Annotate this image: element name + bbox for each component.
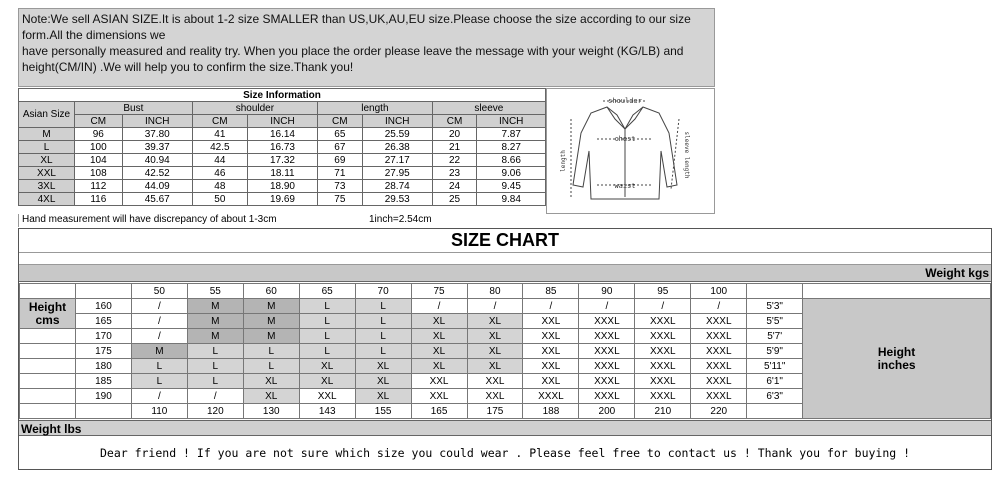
lbs-value: 120 <box>187 404 243 419</box>
size-cell: XL <box>355 374 411 389</box>
unit-header: INCH <box>477 115 546 128</box>
size-value: 16.73 <box>247 141 317 154</box>
lbs-value: 220 <box>691 404 747 419</box>
size-value: 9.84 <box>477 193 546 206</box>
sleeve-header: sleeve <box>432 102 545 115</box>
blank-cell <box>20 284 76 299</box>
size-row <box>19 141 546 154</box>
size-cell: XL <box>411 314 467 329</box>
size-cell: XXXL <box>579 329 635 344</box>
height-cm: 175 <box>75 344 131 359</box>
blank-cell <box>803 284 991 299</box>
size-cell: XXL <box>467 389 523 404</box>
bust-header: Bust <box>75 102 193 115</box>
size-cell: XL <box>467 329 523 344</box>
blank-cell <box>747 284 803 299</box>
height-row <box>20 299 991 314</box>
height-cm: 165 <box>75 314 131 329</box>
size-value: 16.14 <box>247 128 317 141</box>
height-cms-label-1: Height <box>28 299 67 314</box>
size-row <box>19 128 546 141</box>
discrepancy-note: Hand measurement will have discrepancy of about 1-3cm <box>22 214 277 225</box>
size-row <box>19 193 546 206</box>
size-cell: XXXL <box>691 374 747 389</box>
size-cell: L <box>355 299 411 314</box>
size-value: 48 <box>192 180 247 193</box>
blank-cell <box>20 359 76 374</box>
size-cell: XXXL <box>635 314 691 329</box>
height-cm: 180 <box>75 359 131 374</box>
size-information-title: Size Information <box>19 89 546 102</box>
size-cell: / <box>523 299 579 314</box>
size-value: 8.66 <box>477 154 546 167</box>
size-cell: / <box>635 299 691 314</box>
kg-value: 55 <box>187 284 243 299</box>
footnote <box>18 214 715 227</box>
size-cell: XXL <box>467 374 523 389</box>
size-label: 3XL <box>19 180 75 193</box>
unit-header: CM <box>192 115 247 128</box>
size-information-table <box>18 88 546 206</box>
size-value: 9.06 <box>477 167 546 180</box>
kg-value: 60 <box>243 284 299 299</box>
lbs-value: 143 <box>299 404 355 419</box>
size-cell: XXXL <box>635 374 691 389</box>
size-value: 39.37 <box>122 141 192 154</box>
size-cell: / <box>131 329 187 344</box>
height-cm: 185 <box>75 374 131 389</box>
size-cell: / <box>187 389 243 404</box>
size-cell: XXXL <box>691 329 747 344</box>
blank-cell <box>20 404 76 419</box>
height-inches-label <box>803 299 991 419</box>
size-row <box>19 167 546 180</box>
size-cell: XL <box>243 389 299 404</box>
unit-header: CM <box>75 115 123 128</box>
blank-cell <box>20 344 76 359</box>
size-cell: M <box>243 314 299 329</box>
size-value: 20 <box>432 128 477 141</box>
size-cell: XXXL <box>579 389 635 404</box>
kg-value: 100 <box>691 284 747 299</box>
size-value: 69 <box>318 154 363 167</box>
asian-size-header: Asian Size <box>19 102 75 128</box>
size-cell: M <box>187 299 243 314</box>
note-line-4: height(CM/IN) .We will help you to confirm the size.Thank you! <box>22 60 354 74</box>
size-label: 4XL <box>19 193 75 206</box>
size-cell: L <box>243 359 299 374</box>
lbs-value: 188 <box>523 404 579 419</box>
size-cell: L <box>355 344 411 359</box>
size-cell: L <box>131 374 187 389</box>
shoulder-header: shoulder <box>192 102 317 115</box>
size-chart-grid <box>19 283 991 419</box>
weight-lbs-label: Weight lbs <box>19 420 991 436</box>
size-value: 41 <box>192 128 247 141</box>
shirt-diagram <box>546 88 715 214</box>
size-cell: XXL <box>411 389 467 404</box>
size-cell: / <box>131 299 187 314</box>
size-value: 23 <box>432 167 477 180</box>
unit-header: CM <box>432 115 477 128</box>
size-value: 25 <box>432 193 477 206</box>
lbs-value: 110 <box>131 404 187 419</box>
size-chart-title: SIZE CHART <box>451 230 559 250</box>
size-cell: L <box>299 314 355 329</box>
size-value: 27.17 <box>362 154 432 167</box>
kg-value: 70 <box>355 284 411 299</box>
size-value: 25.59 <box>362 128 432 141</box>
size-value: 24 <box>432 180 477 193</box>
size-value: 18.11 <box>247 167 317 180</box>
diagram-length-label: length <box>560 150 567 172</box>
size-cell: XXL <box>523 329 579 344</box>
unit-header: INCH <box>362 115 432 128</box>
size-cell: XXXL <box>691 314 747 329</box>
lbs-value: 200 <box>579 404 635 419</box>
size-cell: L <box>187 344 243 359</box>
diagram-chest-label: chest <box>614 135 636 143</box>
size-label: XXL <box>19 167 75 180</box>
lbs-value: 210 <box>635 404 691 419</box>
size-value: 19.69 <box>247 193 317 206</box>
kg-value: 65 <box>299 284 355 299</box>
size-cell: XXXL <box>579 344 635 359</box>
height-inch: 6'1" <box>747 374 803 389</box>
size-cell: XXL <box>523 359 579 374</box>
size-cell: XXL <box>299 389 355 404</box>
lbs-value: 130 <box>243 404 299 419</box>
size-value: 67 <box>318 141 363 154</box>
size-cell: XXXL <box>523 389 579 404</box>
size-value: 96 <box>75 128 123 141</box>
size-cell: L <box>355 314 411 329</box>
size-cell: XL <box>411 344 467 359</box>
length-header: length <box>318 102 433 115</box>
size-value: 7.87 <box>477 128 546 141</box>
size-cell: XXL <box>523 314 579 329</box>
height-cms-label <box>20 299 76 329</box>
size-note <box>18 8 715 87</box>
size-cell: / <box>411 299 467 314</box>
size-cell: L <box>299 344 355 359</box>
size-cell: L <box>187 359 243 374</box>
spacer-row <box>19 252 991 265</box>
size-cell: / <box>579 299 635 314</box>
size-cell: L <box>243 344 299 359</box>
size-value: 45.67 <box>122 193 192 206</box>
size-cell: XL <box>411 359 467 374</box>
blank-cell <box>20 374 76 389</box>
size-cell: XXL <box>411 374 467 389</box>
size-value: 108 <box>75 167 123 180</box>
size-cell: XXL <box>523 344 579 359</box>
note-line-1: Note:We sell ASIAN SIZE.It is about 1-2 size SMALLER than US,UK,AU,EU size.Please choose the size according to our size <box>22 12 691 26</box>
kg-value: 85 <box>523 284 579 299</box>
size-label: M <box>19 128 75 141</box>
blank-cell <box>747 404 803 419</box>
size-cell: XL <box>467 344 523 359</box>
lbs-value: 165 <box>411 404 467 419</box>
size-cell: M <box>187 314 243 329</box>
size-cell: XXXL <box>691 389 747 404</box>
blank-cell <box>20 389 76 404</box>
height-cm: 190 <box>75 389 131 404</box>
height-cm: 170 <box>75 329 131 344</box>
size-cell: XL <box>467 359 523 374</box>
size-value: 75 <box>318 193 363 206</box>
blank-cell <box>75 284 131 299</box>
size-value: 29.53 <box>362 193 432 206</box>
size-cell: / <box>467 299 523 314</box>
size-value: 116 <box>75 193 123 206</box>
unit-header: INCH <box>122 115 192 128</box>
blank-cell <box>75 404 131 419</box>
kg-value: 50 <box>131 284 187 299</box>
size-cell: XXXL <box>691 344 747 359</box>
kg-value: 80 <box>467 284 523 299</box>
size-cell: XXXL <box>579 359 635 374</box>
diagram-waist-label: waist <box>614 182 636 190</box>
size-label: L <box>19 141 75 154</box>
size-value: 37.80 <box>122 128 192 141</box>
size-value: 17.32 <box>247 154 317 167</box>
size-value: 42.52 <box>122 167 192 180</box>
kg-value: 90 <box>579 284 635 299</box>
size-value: 18.90 <box>247 180 317 193</box>
size-value: 50 <box>192 193 247 206</box>
height-inch: 5'9" <box>747 344 803 359</box>
size-value: 21 <box>432 141 477 154</box>
size-cell: XL <box>355 359 411 374</box>
height-inches-label-2: inches <box>877 357 916 372</box>
size-cell: L <box>355 329 411 344</box>
height-inch: 5'3" <box>747 299 803 314</box>
kg-header-row <box>20 284 991 299</box>
size-row <box>19 154 546 167</box>
size-value: 9.45 <box>477 180 546 193</box>
height-cms-label-2: cms <box>35 312 60 327</box>
note-line-2: form.All the dimensions we <box>22 28 166 42</box>
size-cell: XXXL <box>635 359 691 374</box>
size-value: 46 <box>192 167 247 180</box>
height-inch: 6'3" <box>747 389 803 404</box>
kg-value: 75 <box>411 284 467 299</box>
contact-message: Dear friend ! If you are not sure which size you could wear . Please feel free to contact us ! Thank you for buying ! <box>99 446 911 460</box>
size-cell: XL <box>299 374 355 389</box>
weight-kgs-label: Weight kgs <box>19 265 991 282</box>
size-cell: XXXL <box>635 389 691 404</box>
size-label: XL <box>19 154 75 167</box>
height-inch: 5'5" <box>747 314 803 329</box>
size-cell: XXL <box>523 374 579 389</box>
size-cell: L <box>299 329 355 344</box>
size-value: 112 <box>75 180 123 193</box>
size-cell: XL <box>355 389 411 404</box>
size-cell: / <box>131 389 187 404</box>
size-value: 73 <box>318 180 363 193</box>
lbs-value: 175 <box>467 404 523 419</box>
size-cell: L <box>187 374 243 389</box>
size-value: 65 <box>318 128 363 141</box>
size-value: 100 <box>75 141 123 154</box>
height-inch: 5'7' <box>747 329 803 344</box>
size-cell: L <box>299 299 355 314</box>
size-value: 8.27 <box>477 141 546 154</box>
size-row <box>19 180 546 193</box>
size-cell: XL <box>467 314 523 329</box>
size-value: 22 <box>432 154 477 167</box>
shirt-icon <box>547 89 714 213</box>
size-cell: XL <box>299 359 355 374</box>
size-cell: M <box>243 329 299 344</box>
size-cell: L <box>131 359 187 374</box>
size-cell: / <box>691 299 747 314</box>
size-cell: XXXL <box>579 374 635 389</box>
height-inch: 5'11" <box>747 359 803 374</box>
size-value: 44 <box>192 154 247 167</box>
size-cell: XL <box>411 329 467 344</box>
size-value: 104 <box>75 154 123 167</box>
size-cell: M <box>131 344 187 359</box>
size-value: 42.5 <box>192 141 247 154</box>
height-inches-label-1: Height <box>877 344 916 359</box>
size-cell: XXXL <box>635 329 691 344</box>
size-value: 44.09 <box>122 180 192 193</box>
size-value: 40.94 <box>122 154 192 167</box>
size-cell: XXXL <box>635 344 691 359</box>
size-cell: XXXL <box>579 314 635 329</box>
size-value: 27.95 <box>362 167 432 180</box>
size-cell: XL <box>243 374 299 389</box>
height-cm: 160 <box>75 299 131 314</box>
inch-conversion: 1inch=2.54cm <box>369 214 432 225</box>
unit-header: CM <box>318 115 363 128</box>
size-cell: M <box>243 299 299 314</box>
size-value: 28.74 <box>362 180 432 193</box>
size-cell: M <box>187 329 243 344</box>
size-value: 26.38 <box>362 141 432 154</box>
unit-header: INCH <box>247 115 317 128</box>
lbs-value: 155 <box>355 404 411 419</box>
blank-cell <box>20 329 76 344</box>
size-value: 71 <box>318 167 363 180</box>
kg-value: 95 <box>635 284 691 299</box>
diagram-sleeve-label: sleeve length <box>683 131 690 179</box>
note-line-3: have personally measured and reality try. When you place the order please leave the message with your weight (KG/LB) and <box>22 44 684 58</box>
size-cell: XXXL <box>691 359 747 374</box>
size-cell: / <box>131 314 187 329</box>
diagram-shoulder-label: shoulder <box>608 97 642 105</box>
